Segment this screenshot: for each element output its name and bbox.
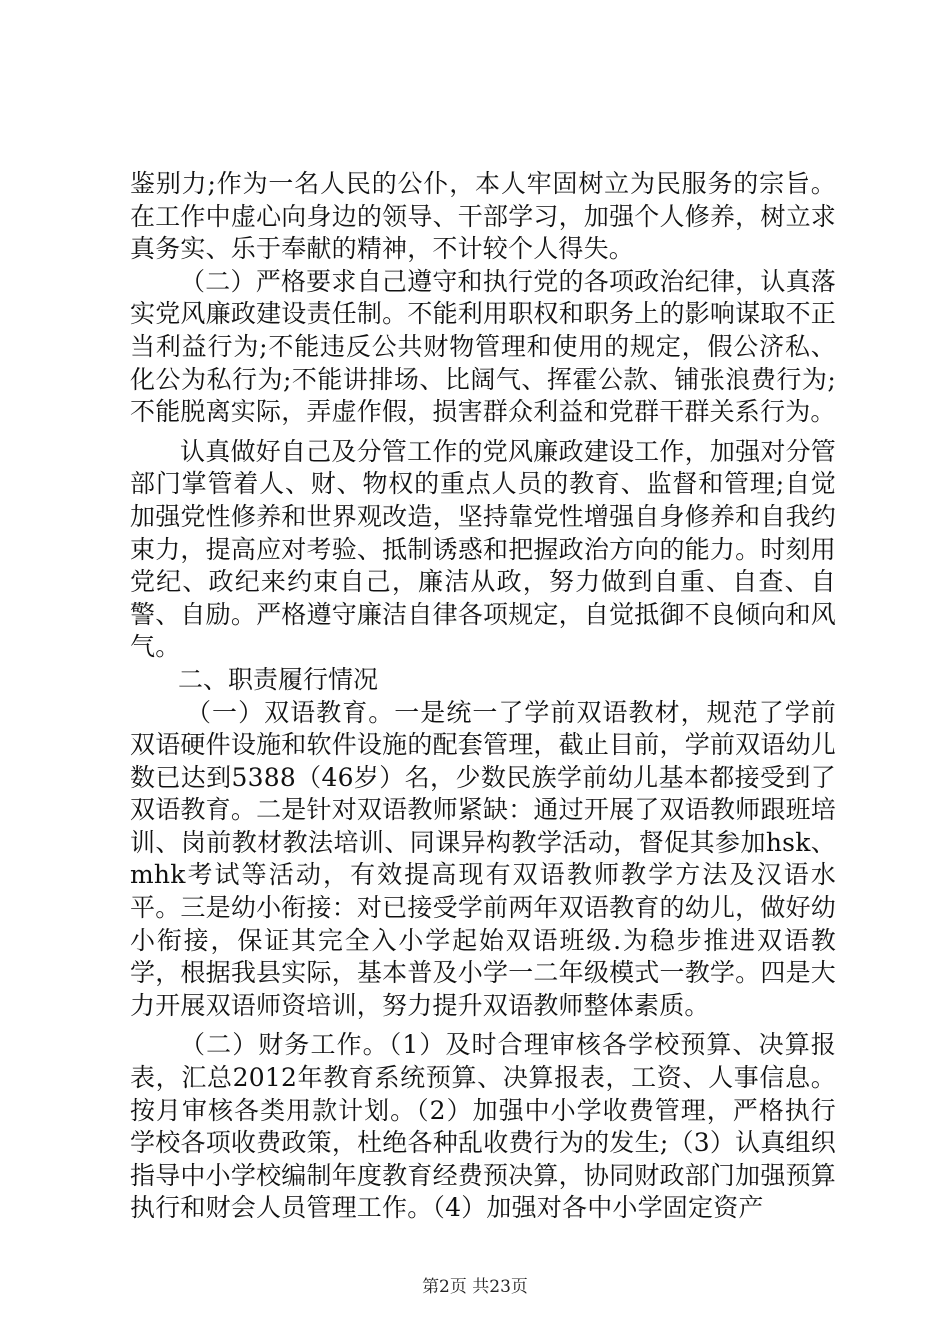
- section-heading: 二、职责履行情况: [178, 664, 379, 694]
- paragraph-3: 认真做好自己及分管工作的党风廉政建设工作，加强对分管部门掌管着人、财、物权的重点人员的教育、监督和管理;自觉加强党性修养和世界观改造，坚持靠党性增强自身修养和自我约束力，提高应对考验、抵制诱惑和把握政治方向的能力。时刻用党纪、政纪来约束自己，廉洁从政，努力做到自重、自查、自警、自励。严格遵守廉洁自律各项规定，自觉抵御不良倾向和风气。: [130, 436, 836, 662]
- paragraph-5: （二）财务工作。（1）及时合理审核各学校预算、决算报表，汇总2012年教育系统预算、决算报表，工资、人事信息。按月审核各类用款计划。（2）加强中小学收费管理，严格执行学校各项收费政策，杜绝各种乱收费行为的发生;（3）认真组织指导中小学校编制年度教育经费预决算，协同财政部门加强预算执行和财会人员管理工作。（4）加强对各中小学固定资产: [130, 1030, 836, 1223]
- paragraph-1: 鉴别力;作为一名人民的公仆，本人牢固树立为民服务的宗旨。在工作中虚心向身边的领导、干部学习，加强个人修养，树立求真务实、乐于奉献的精神，不计较个人得失。: [130, 169, 836, 264]
- paragraph-4: （一）双语教育。一是统一了学前双语教材，规范了学前双语硬件设施和软件设施的配套管理，截止目前，学前双语幼儿数已达到5388（46岁）名，少数民族学前幼儿基本都接受到了双语教育。二是针对双语教师紧缺：通过开展了双语教师跟班培训、岗前教材教法培训、同课异构教学活动，督促其参加hsk、mhk考试等活动，有效提高现有双语教师教学方法及汉语水平。三是幼小衔接：对已接受学前两年双语教育的幼儿，做好幼小衔接，保证其完全入小学起始双语班级.为稳步推进双语教学，根据我县实际，基本普及小学一二年级模式一教学。四是大力开展双语师资培训，努力提升双语教师整体素质。: [130, 697, 836, 1020]
- paragraph-2: （二）严格要求自己遵守和执行党的各项政治纪律，认真落实党风廉政建设责任制。不能利用职权和职务上的影响谋取不正当利益行为;不能违反公共财物管理和使用的规定，假公济私、化公为私行为;不能讲排场、比阔气、挥霍公款、铺张浪费行为;不能脱离实际，弄虚作假，损害群众利益和党群干群关系行为。: [130, 266, 836, 427]
- page-footer: 第2页 共23页: [422, 1277, 528, 1297]
- document-body: [130, 168, 836, 1225]
